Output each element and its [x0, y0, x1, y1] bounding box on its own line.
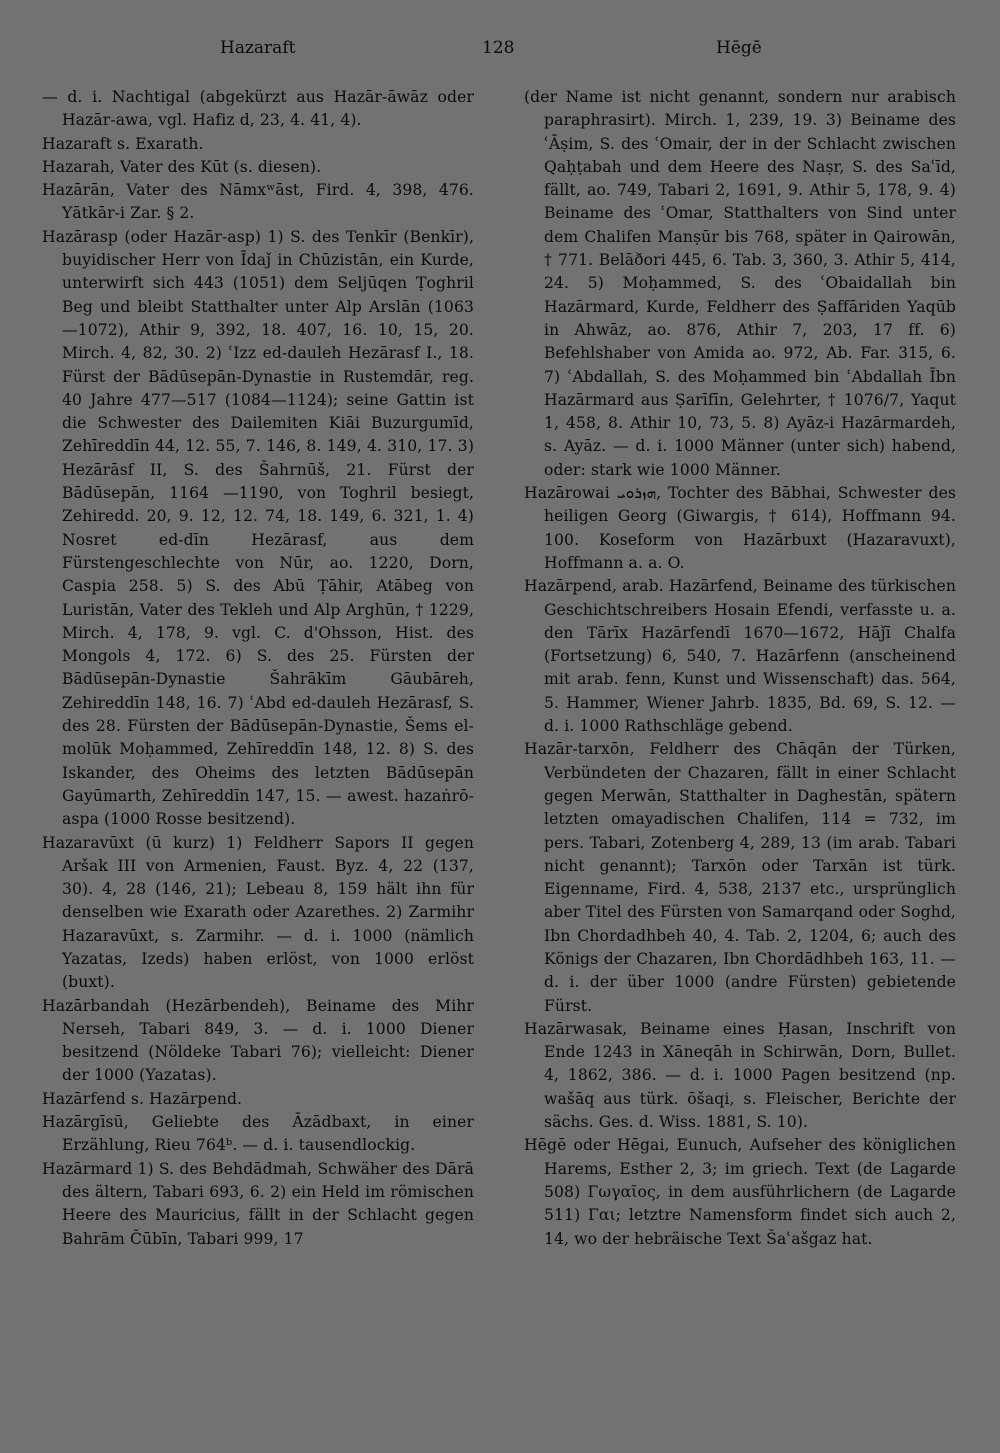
entry: Hazaraft s. Exarath.	[42, 134, 204, 153]
entry: Hazarah, Vater des Kūt (s. diesen).	[42, 157, 322, 176]
entry: Hazārowai ܗܙܪܘܝ, Tochter des Bābhai, Schwester des heiligen Georg (Giwargis, † 614), Hoffmann 94. 100. Koseform von Hazārbuxt (Hazaravuxt), Hoffmann a. a. O.	[524, 484, 957, 572]
entry: Hazārfend s. Hazārpend.	[42, 1089, 243, 1108]
entry: Hazārān, Vater des Nāmxʷāst, Fird. 4, 398, 476. Yātkār-i Zar. § 2.	[42, 181, 474, 223]
entry: Hazārwasak, Beiname eines Ḥasan, Inschrift von Ende 1243 in Xāneqāh in Schirwān, Dorn, Bullet. 4, 1862, 386. — d. i. 1000 Pagen besitzend (np. wašāq aus türk. ōšaqi, s. Fleischer, Berichte der sächs. Ges. d. Wiss. 1881, S. 10).	[524, 1019, 956, 1132]
entry: (der Name ist nicht genannt, sondern nur arabisch paraphrasirt). Mirch. 1, 239, 19. 3) Beiname des ʿĀṣim, S. des ʿOmair, der in der Schlacht zwischen Qaḥṭabah und dem Heere des Naṣr, S. des Saʿīd, fällt, ao. 749, Tabari 2, 1691, 9. Athir 5, 178, 9. 4) Beiname des ʿOmar, Statthalters von Sind unter dem Chalifen Manṣūr bis 768, später in Qairowān, † 771. Belāðori 445, 6. Tab. 3, 360, 3. Athir 5, 414, 24. 5) Moḥammed, S. des ʿObaidallah bin Hazārmard, Kurde, Feldherr des Ṣaffāriden Yaqūb in Ahwāz, ao. 876, Athir 7, 203, 17 ff. 6) Befehlshaber von Amida ao. 972, Ab. Far. 315, 6. 7) ʿAbdallah, S. des Moḥammed bin ʿAbdallah Ībn Hazārmard aus Ṣarīfīn, Gelehrter, † 1076/7, Yaqut 1, 458, 8. Athir 10, 73, 5. 8) Ayāz-i Hazārmardeh, s. Ayāz. — d. i. 1000 Männer (unter sich) habend, oder: stark wie 1000 Männer.	[524, 88, 956, 479]
page-number: 128	[482, 38, 515, 58]
entry: Hazār-tarxōn, Feldherr des Chāqān der Türken, Verbündeten der Chazaren, fällt in einer Schlacht gegen Merwān, Statthalter in Daghestān, spätern letzten omayadischen Chalifen, 114 = 732, im pers. Tabari, Zotenberg 4, 289, 13 (im arab. Tabari nicht genannt); Tarxōn oder Tarxān ist türk. Eigenname, Fird. 4, 538, 2137 etc., ursprünglich aber Titel des Fürsten von Samarqand oder Soghd, Ibn Chordadhbeh 40, 4. Tab. 2, 1204, 6; auch des Königs der Chazaren, Ibn Chordādhbeh 163, 11. — d. i. der über 1000 (andre Fürsten) gebietende Fürst.	[524, 740, 956, 1015]
entry: Hazārpend, arab. Hazārfend, Beiname des türkischen Geschichtschreibers Hosain Efendi, verfasste u. a. den Tārīx Hazārfendī 1670—1672, Hāǰī Chalfa (Fortsetzung) 6, 540, 7. Hazārfenn (anscheinend mit arab. fenn, Kunst und Wissenschaft) das. 564, 5. Hammer, Wiener Jahrb. 1835, Bd. 69, S. 12. — d. i. 1000 Rathschläge gebend.	[524, 577, 956, 736]
entry: Hazaravūxt (ū kurz) 1) Feldherr Sapors II gegen Aršak III von Armenien, Faust. Byz. 4, 22 (137, 30). 4, 28 (146, 21); Lebeau 8, 159 hält ihn für denselben wie Exarath oder Azarethes. 2) Zarmihr Hazaravūxt, s. Zarmihr. — d. i. 1000 (nämlich Yazatas, Izeds) haben erlöst, von 1000 erlöst (buxt).	[42, 833, 474, 992]
right-column	[524, 86, 956, 1251]
entry: — d. i. Nachtigal (abgekürzt aus Hazār-āwāz oder Hazār-awa, vgl. Hafiz d, 23, 4. 41, 4).	[42, 88, 474, 130]
running-head	[0, 38, 1000, 68]
entry: Hazārgīsū, Geliebte des Āzādbaxt, in einer Erzählung, Rieu 764ᵇ. — d. i. tausendlockig.	[42, 1113, 474, 1155]
entry: Hēgē oder Hēgai, Eunuch, Aufseher des königlichen Harems, Esther 2, 3; im griech. Text (de Lagarde 508) Γωγαῖος, in dem ausführlichern (de Lagarde 511) Γαι; letztre Namensform findet sich auch 2, 14, wo der hebräische Text Šaʿašgaz hat.	[524, 1136, 956, 1248]
left-column	[42, 86, 474, 1251]
entry: Hazārbandah (Hezārbendeh), Beiname des Mihr Nerseh, Tabari 849, 3. — d. i. 1000 Diener besitzend (Nöldeke Tabari 76); vielleicht: Diener der 1000 (Yazatas).	[42, 996, 474, 1085]
header-right-keyword: Hēgē	[716, 38, 762, 58]
entry: Hazārasp (oder Hazār-asp) 1) S. des Tenkīr (Benkīr), buyidischer Herr von Īdaǰ in Chūzistān, ein Kurde, unterwirft sich 443 (1051) dem Seljūqen Ṭoghril Beg und bleibt Statthalter unter Alp Arslān (1063—1072), Athir 9, 392, 18. 407, 16. 10, 15, 20. Mirch. 4, 82, 30. 2) ʿIzz ed-dauleh Hezārasf I., 18. Fürst der Bādūsepān-Dynastie in Rustemdār, reg. 40 Jahre 477—517 (1084—1124); seine Gattin ist die Schwester des Dailemiten Kiāi Buzurgumīd, Zehīreddīn 44, 12. 55, 7. 146, 8. 149, 4. 310, 17. 3) Hezārāsf II, S. des Šahrnūš, 21. Fürst der Bādūsepān, 1164 —1190, von Toghril besiegt, Zehiredd. 20, 9. 12, 12. 74, 18. 149, 6. 321, 1. 4) Nosret ed-dīn Hezārasf, aus dem Fürstengeschlechte von Nūr, ao. 1220, Dorn, Caspia 258. 5) S. des Abū Ṭāhir, Atābeg von Luristān, Vater des Tekleh und Alp Arghūn, † 1229, Mirch. 4, 178, 9. vgl. C. d'Ohsson, Hist. des Mongols 4, 172. 6) S. des 25. Fürsten der Bādūsepān-Dynastie Šahrākīm Gāubāreh, Zehireddīn 148, 16. 7) ʿAbd ed-dauleh Hezārasf, S. des 28. Fürsten der Bādūsepān-Dynastie, Šems el-molūk Moḥammed, Zehīreddīn 148, 12. 8) S. des Iskander, des Oheims des letzten Bādūsepān Gayūmarth, Zehīreddīn 147, 15. — awest. hazaṅrō-aspa (1000 Rosse besitzend).	[42, 227, 474, 829]
entry: Hazārmard 1) S. des Behdādmah, Schwäher des Dārā des ältern, Tabari 693, 6. 2) ein Held im römischen Heere des Mauricius, fällt in der Schlacht gegen Bahrām Čūbīn, Tabari 999, 17	[42, 1159, 474, 1248]
header-left-keyword: Hazaraft	[220, 38, 296, 58]
